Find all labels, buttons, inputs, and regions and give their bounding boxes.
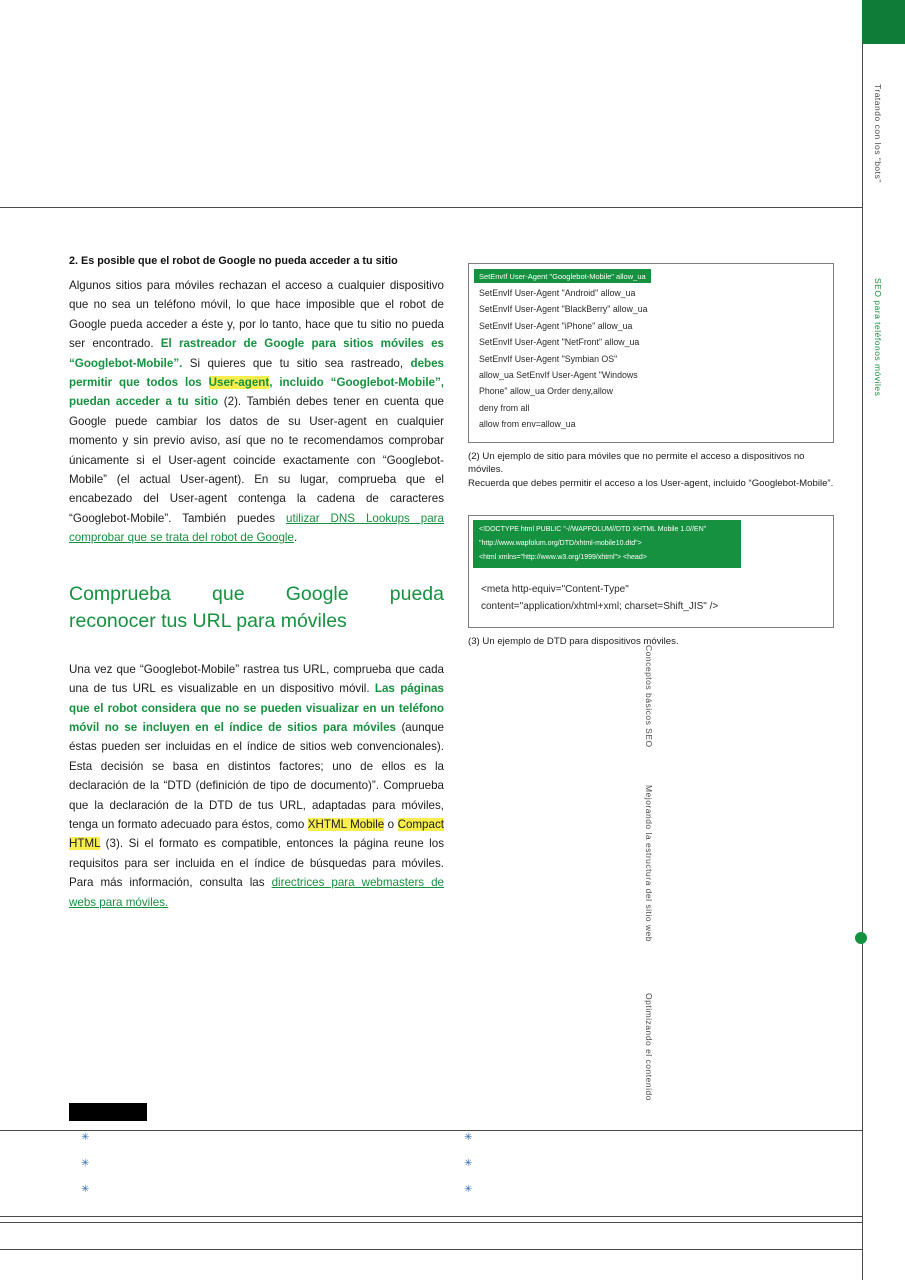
paragraph-bots-access bbox=[69, 276, 444, 548]
footer-divider bbox=[0, 1130, 862, 1131]
text-segment: (3). Si el formato es compatible, entonces la página reune los requisitos para ser incluida en el índice de búsquedas para móviles. Para más información, consulta las bbox=[69, 837, 444, 890]
sidebar-divider bbox=[862, 0, 863, 1280]
inline-link[interactable]: directrices para webmasters de webs para móviles. bbox=[69, 876, 444, 909]
text-line: (2) Un ejemplo de sitio para móviles que no permite el acceso a dispositivos no móviles. bbox=[468, 450, 805, 476]
footer-bullet-icon: ✳ bbox=[464, 1184, 473, 1195]
text-line: deny from all bbox=[479, 402, 530, 413]
code-example-useragents bbox=[468, 263, 834, 443]
text-line: SetEnvIf User-Agent "Symbian OS" bbox=[479, 353, 618, 364]
footer-bullet-icon: ✳ bbox=[464, 1132, 473, 1143]
text-line: allow from env=allow_ua bbox=[479, 419, 576, 430]
footer-black-bar bbox=[69, 1103, 147, 1121]
footer-bullet-icon: ✳ bbox=[81, 1158, 90, 1169]
text-segment: XHTML Mobile bbox=[307, 817, 385, 831]
text-line: content="application/xhtml+xml; charset=Shift_JIS" /> bbox=[481, 601, 719, 613]
figure-caption-3: (3) Un ejemplo de DTD para dispositivos móviles. bbox=[468, 636, 679, 648]
text-segment: El rastreador de Google para sitios móviles es “Googlebot-Mobile”. bbox=[69, 337, 444, 370]
text-line: SetEnvIf User-Agent "NetFront" allow_ua bbox=[479, 337, 640, 348]
inline-link[interactable]: utilizar DNS Lookups para comprobar que se trata del robot de Google bbox=[69, 511, 444, 545]
footer-bullet-icon: ✳ bbox=[464, 1158, 473, 1169]
text-line: <meta http-equiv="Content-Type" bbox=[481, 584, 629, 596]
bottom-divider-1 bbox=[0, 1216, 862, 1217]
chapter-color-tab bbox=[862, 0, 905, 44]
margin-green-dot bbox=[855, 932, 867, 944]
text-line: <!DOCTYPE html PUBLIC "-//WAPFOLUM//DTD XHTML Mobile 1.0//EN" bbox=[479, 526, 707, 534]
text-segment: Algunos sitios para móviles rechazan el acceso a cualquier dispositivo que no sea un teléfono móvil, lo que hace imposible que el robot de Google pueda acceder a éste y, por lo tanto, hace que tu sitio no pueda ser encontrado. bbox=[69, 279, 444, 351]
text-line: allow_ua SetEnvIf User-Agent "Windows bbox=[479, 370, 638, 381]
text-segment: Compact HTML bbox=[69, 817, 444, 851]
margin-label-structure: Mejorando la estructura del sitio web bbox=[644, 785, 654, 942]
bottom-divider-2 bbox=[0, 1222, 862, 1223]
text-segment: Una vez que “Googlebot-Mobile” rastrea tus URL, comprueba que cada una de tus URL es visualizable en un dispositivo móvil. bbox=[69, 662, 444, 696]
margin-label-content: Optimizando el contenido bbox=[644, 993, 654, 1101]
text-line: SetEnvIf User-Agent "BlackBerry" allow_ua bbox=[479, 304, 648, 315]
text-segment: o bbox=[384, 817, 398, 831]
text-line: Phone" allow_ua Order deny,allow bbox=[479, 386, 614, 397]
text-line: SetEnvIf User-Agent "iPhone" allow_ua bbox=[479, 320, 633, 331]
section-heading: 2. Es posible que el robot de Google no pueda acceder a tu sitio bbox=[69, 255, 398, 267]
text-segment: (2). También debes tener en cuenta que Google puede cambiar los datos de su User-agent en cualquier momento y sin previo aviso, así que no te recomendamos comprobar únicamente si el User-agent coincide exactamente con “Googlebot-Mobile” (el actual User-agent). En su lugar, comprueba que el encabezado del User-agent contenga la cadena de caracteres “Googlebot-Mobile”. También puedes bbox=[69, 395, 444, 525]
text-line: SetEnvIf User-Agent "Android" allow_ua bbox=[479, 288, 636, 298]
paragraph-url-check bbox=[69, 660, 444, 912]
chapter-heading bbox=[69, 581, 444, 635]
footer-bullet-icon: ✳ bbox=[81, 1184, 90, 1195]
figure-caption-2 bbox=[468, 450, 834, 491]
text-segment: Las páginas que el robot considera que no se pueden visualizar en un teléfono móvil no se incluyen en el índice de sitios para móviles bbox=[69, 682, 444, 734]
top-divider bbox=[0, 207, 862, 208]
dtd-highlight-block bbox=[473, 520, 741, 568]
text-line: Comprueba que Google pueda bbox=[69, 582, 444, 605]
text-segment: User-agent bbox=[208, 376, 270, 390]
text-segment: (aunque éstas pueden ser incluidas en el índice de sitios web convencionales). Esta decisión se basa en distintos factores; uno de ellos es la declaración de la “DTD (definición de tipo de documento)”. Comprueba que la declaración de la DTD de tus URL, adaptadas para móviles, tenga un formato adecuado para éstos, como bbox=[69, 720, 444, 831]
text-segment: Si quieres que tu sitio sea rastreado, bbox=[189, 356, 411, 370]
main-text-column bbox=[69, 255, 444, 912]
sidebar-label-mobile-seo: SEO para teléfonos móviles bbox=[873, 278, 883, 397]
figure-column bbox=[468, 263, 834, 649]
code-lines bbox=[469, 285, 833, 442]
text-line: reconocer tus URL para móviles bbox=[69, 609, 347, 632]
text-line: "http://www.wapfolum.org/DTD/xhtml-mobile10.dtd"> bbox=[479, 540, 642, 548]
code-example-dtd bbox=[468, 515, 834, 628]
bottom-divider-3 bbox=[0, 1249, 862, 1250]
footer-bullet-icon: ✳ bbox=[81, 1132, 90, 1143]
text-segment: . bbox=[293, 531, 298, 545]
text-segment: debes permitir que todos los bbox=[69, 356, 444, 390]
meta-code-lines bbox=[469, 581, 833, 615]
text-line: <html xmlns="http://www.w3.org/1999/xhtml"> <head> bbox=[479, 554, 647, 562]
code-highlight-line: SetEnvIf User-Agent "Googlebot-Mobile" allow_ua bbox=[474, 269, 651, 283]
text-line: Recuerda que debes permitir el acceso a los User-agent, incluido “Googlebot-Mobile”. bbox=[468, 477, 834, 489]
sidebar-label-bots: Tratando con los “bots” bbox=[873, 84, 883, 183]
text-segment: , incluido “Googlebot-Mobile”, puedan acceder a tu sitio bbox=[69, 376, 445, 409]
margin-label-concepts: Conceptos básicos SEO bbox=[644, 645, 654, 748]
